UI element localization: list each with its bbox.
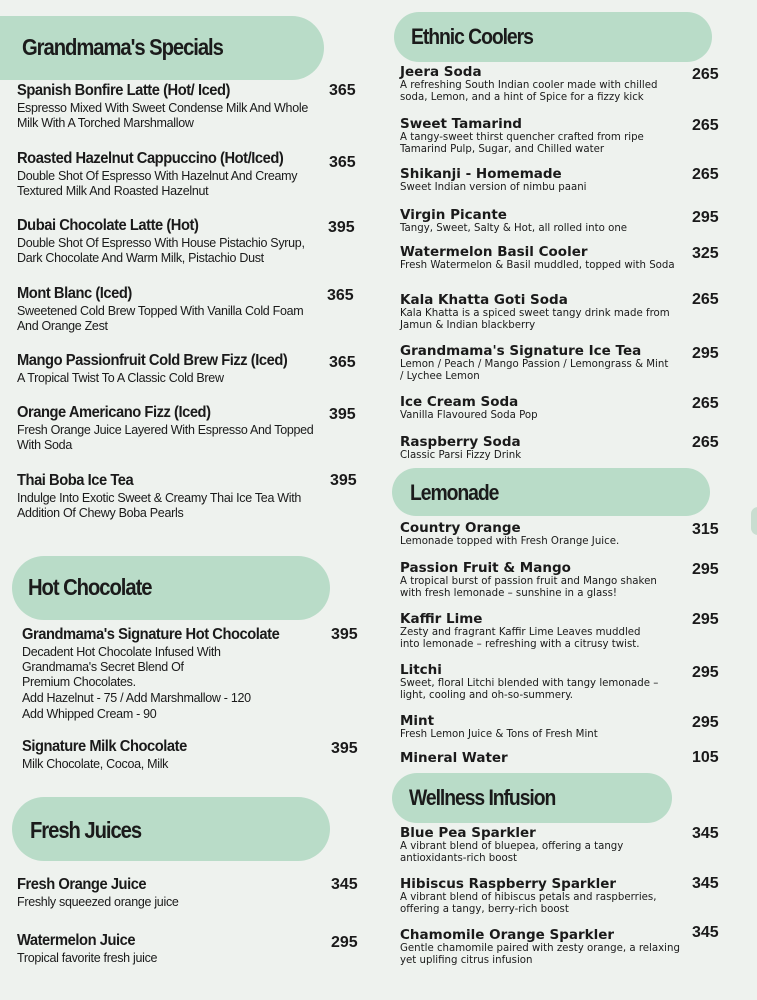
item-price: 295 xyxy=(692,561,719,578)
item-name: Mango Passionfruit Cold Brew Fizz (Iced) xyxy=(17,352,288,369)
item-name: Roasted Hazelnut Cappuccino (Hot/Iced) xyxy=(17,150,284,167)
item-price: 365 xyxy=(329,82,356,99)
item-description: Zesty and fragrant Kaffir Lime Leaves muddled into lemonade – refreshing with a citrusy twist. xyxy=(400,627,641,650)
section-title: Grandmama's Specials xyxy=(22,34,223,60)
item-price: 265 xyxy=(692,166,719,183)
item-name: Signature Milk Chocolate xyxy=(22,738,187,755)
item-description: Sweet Indian version of nimbu paani xyxy=(400,182,587,193)
menu-item xyxy=(17,352,317,386)
menu-item xyxy=(17,472,317,521)
item-name: Mont Blanc (Iced) xyxy=(17,285,132,302)
item-description: A Tropical Twist To A Classic Cold Brew xyxy=(17,371,224,385)
item-price: 325 xyxy=(692,245,719,262)
menu-item xyxy=(400,244,675,272)
menu-item xyxy=(400,927,690,967)
menu-item xyxy=(400,611,660,651)
item-name: Chamomile Orange Sparkler xyxy=(400,927,615,943)
item-name: Jeera Soda xyxy=(400,64,482,80)
item-description: Fresh Orange Juice Layered With Espresso And Topped With Soda xyxy=(17,423,314,452)
menu-item xyxy=(400,207,685,235)
item-name: Watermelon Basil Cooler xyxy=(400,244,588,260)
item-price: 265 xyxy=(692,66,719,83)
menu-item xyxy=(400,560,675,600)
item-price: 395 xyxy=(330,472,357,489)
item-description: Sweet, floral Litchi blended with tangy lemonade – light, cooling and oh-so-summery. xyxy=(400,678,659,701)
item-price: 345 xyxy=(692,875,719,892)
item-name: Grandmama's Signature Hot Chocolate xyxy=(22,626,280,643)
section-title: Lemonade xyxy=(410,480,499,505)
item-description: Gentle chamomile paired with zesty orange, a relaxing yet uplifing citrus infusion xyxy=(400,943,680,966)
menu-item xyxy=(400,825,660,865)
menu-item xyxy=(17,932,317,966)
item-name: Fresh Orange Juice xyxy=(17,876,147,893)
item-name: Shikanji - Homemade xyxy=(400,166,562,182)
item-description: Milk Chocolate, Cocoa, Milk xyxy=(22,757,169,771)
item-description: A vibrant blend of hibiscus petals and raspberries, offering a tangy, berry-rich boost xyxy=(400,892,657,915)
item-name: Virgin Picante xyxy=(400,207,507,223)
item-name: Raspberry Soda xyxy=(400,434,521,450)
item-description: Indulge Into Exotic Sweet & Creamy Thai Ice Tea With Addition Of Chewy Boba Pearls xyxy=(17,491,302,520)
item-price: 265 xyxy=(692,291,719,308)
item-name: Kaffir Lime xyxy=(400,611,483,627)
item-price: 395 xyxy=(328,219,355,236)
menu-item xyxy=(22,738,322,772)
menu-item xyxy=(400,343,670,383)
item-name: Sweet Tamarind xyxy=(400,116,522,132)
section-title: Fresh Juices xyxy=(30,817,142,843)
item-price: 345 xyxy=(692,825,719,842)
item-description: Fresh Lemon Juice & Tons of Fresh Mint xyxy=(400,729,598,740)
item-description: Vanilla Flavoured Soda Pop xyxy=(400,410,538,421)
menu-item xyxy=(400,520,685,548)
item-name: Blue Pea Sparkler xyxy=(400,825,536,841)
menu-item xyxy=(17,285,317,334)
item-name: Hibiscus Raspberry Sparkler xyxy=(400,876,617,892)
menu-item xyxy=(400,876,670,916)
item-description: Tropical favorite fresh juice xyxy=(17,951,158,965)
section-title: Wellness Infusion xyxy=(409,785,556,810)
item-description: Lemon / Peach / Mango Passion / Lemongrass & Mint / Lychee Lemon xyxy=(400,359,669,382)
item-name: Mineral Water xyxy=(400,750,508,766)
item-price: 295 xyxy=(692,345,719,362)
item-description: A tropical burst of passion fruit and Mango shaken with fresh lemonade – sunshine in a glass! xyxy=(400,576,657,599)
menu-item xyxy=(400,64,685,104)
menu-item xyxy=(400,662,675,702)
menu-item xyxy=(400,116,670,156)
menu-item xyxy=(400,394,685,422)
item-description: Fresh Watermelon & Basil muddled, topped with Soda xyxy=(400,260,675,271)
item-price: 315 xyxy=(692,521,719,538)
item-name: Mint xyxy=(400,713,435,729)
item-description: A tangy-sweet thirst quencher crafted from ripe Tamarind Pulp, Sugar, and Chilled water xyxy=(400,132,644,155)
item-price: 365 xyxy=(327,287,354,304)
item-description: Double Shot Of Espresso With Hazelnut And Creamy Textured Milk And Roasted Hazelnut xyxy=(17,169,298,198)
item-price: 295 xyxy=(692,714,719,731)
item-price: 365 xyxy=(329,354,356,371)
item-price: 295 xyxy=(331,934,358,951)
item-description: A vibrant blend of bluepea, offering a tangy antioxidants-rich boost xyxy=(400,841,624,864)
item-name: Litchi xyxy=(400,662,442,678)
item-price: 265 xyxy=(692,117,719,134)
menu-item xyxy=(17,217,309,266)
item-name: Country Orange xyxy=(400,520,521,536)
menu-item xyxy=(400,166,685,194)
item-description: Decadent Hot Chocolate Infused With Grandmama's Secret Blend Of Premium Chocolates. xyxy=(22,645,221,689)
item-name: Grandmama's Signature Ice Tea xyxy=(400,343,642,359)
item-name: Spanish Bonfire Latte (Hot/ Iced) xyxy=(17,82,230,99)
item-name: Passion Fruit & Mango xyxy=(400,560,571,576)
item-price: 295 xyxy=(692,209,719,226)
menu-item xyxy=(22,626,322,722)
menu-item xyxy=(400,750,685,766)
item-name: Dubai Chocolate Latte (Hot) xyxy=(17,217,199,234)
menu-item xyxy=(17,404,317,453)
item-description: Sweetened Cold Brew Topped With Vanilla Cold Foam And Orange Zest xyxy=(17,304,304,333)
item-price: 105 xyxy=(692,749,719,766)
item-description: Lemonade topped with Fresh Orange Juice. xyxy=(400,536,620,547)
section-title: Ethnic Coolers xyxy=(411,24,533,49)
item-price: 295 xyxy=(692,611,719,628)
item-price: 395 xyxy=(331,626,358,643)
item-price: 345 xyxy=(692,924,719,941)
menu-item xyxy=(17,876,317,910)
item-description: Classic Parsi Fizzy Drink xyxy=(400,450,522,461)
item-price: 265 xyxy=(692,434,719,451)
menu-item xyxy=(400,292,685,332)
menu-item xyxy=(400,713,685,741)
item-price: 345 xyxy=(331,876,358,893)
item-name: Ice Cream Soda xyxy=(400,394,519,410)
item-price: 295 xyxy=(692,664,719,681)
menu-item xyxy=(400,434,685,462)
item-description: A refreshing South Indian cooler made with chilled soda, Lemon, and a hint of Spice for a fizzy kick xyxy=(400,80,658,103)
item-price: 365 xyxy=(329,154,356,171)
item-description: Tangy, Sweet, Salty & Hot, all rolled into one xyxy=(400,223,628,234)
item-name: Thai Boba Ice Tea xyxy=(17,472,134,489)
item-name: Watermelon Juice xyxy=(17,932,136,949)
item-description: Espresso Mixed With Sweet Condense Milk And Whole Milk With A Torched Marshmallow xyxy=(17,101,308,130)
page-edge-decoration xyxy=(751,507,757,535)
item-addons: Add Hazelnut - 75 / Add Marshmallow - 120 xyxy=(22,691,251,705)
menu-item xyxy=(17,82,317,131)
item-name: Kala Khatta Goti Soda xyxy=(400,292,568,308)
item-price: 395 xyxy=(331,740,358,757)
item-name: Orange Americano Fizz (Iced) xyxy=(17,404,211,421)
item-description: Kala Khatta is a spiced sweet tangy drink made from Jamun & Indian blackberry xyxy=(400,308,670,331)
item-description: Freshly squeezed orange juice xyxy=(17,895,179,909)
item-price: 395 xyxy=(329,406,356,423)
menu-item xyxy=(17,150,317,199)
item-description: Double Shot Of Espresso With House Pistachio Syrup, Dark Chocolate And Warm Milk, Pistachio Dust xyxy=(17,236,305,265)
item-addons: Add Whipped Cream - 90 xyxy=(22,707,157,721)
item-price: 265 xyxy=(692,395,719,412)
section-title: Hot Chocolate xyxy=(28,574,152,600)
